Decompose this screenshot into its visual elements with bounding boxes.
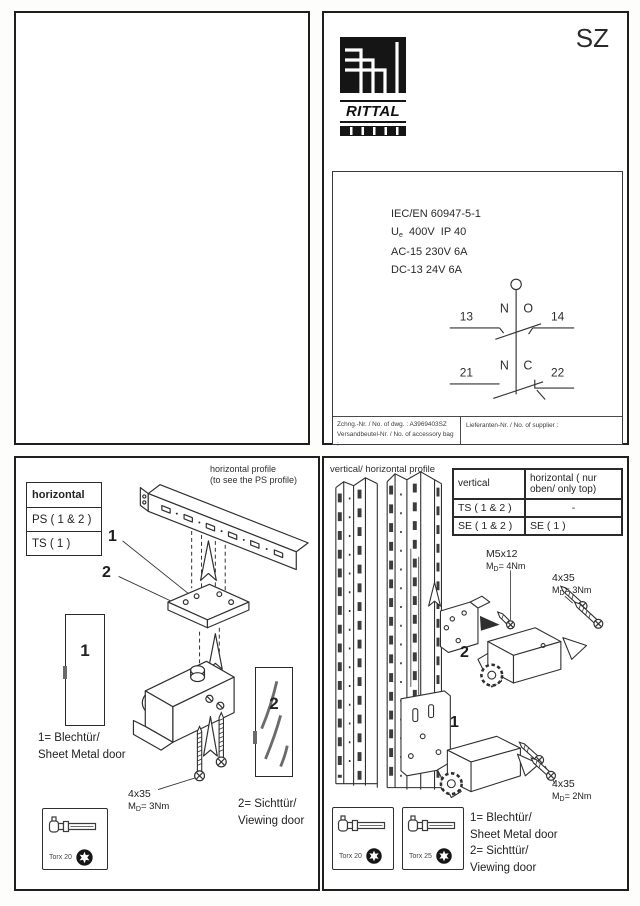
screw-spec-label: 4x35 $M_D= 3Nm$: [128, 788, 170, 813]
table-row: TS ( 1 ): [27, 531, 101, 555]
rittal-logo: [340, 37, 406, 136]
svg-text:O: O: [523, 301, 534, 316]
torx-tool-box: [402, 807, 464, 870]
dc-rating: DC-13 24V 6A: [391, 263, 462, 276]
table-cell: SE ( 1 & 2 ): [453, 517, 525, 535]
switch-knob-icon: [481, 665, 502, 686]
rittal-logo-icon: [340, 37, 406, 93]
arrow-up-left-icon: [563, 638, 587, 660]
door-type-table: [26, 482, 102, 556]
torx-tool-box: [42, 808, 108, 870]
torx-tool-box: [332, 807, 394, 870]
title-block: [333, 416, 622, 448]
drawing-number-cell: Zchng.-Nr. / No. of dwg. : A3969403SZ Versandbeutel-Nr. / No. of accessory bag : -: [333, 417, 461, 444]
blank-panel: [14, 11, 310, 445]
torx-star-icon: [75, 848, 94, 867]
svg-text:13: 13: [459, 309, 473, 324]
title-panel: [322, 11, 629, 448]
torx-star-icon: [365, 847, 383, 865]
vertical-mounting-panel: [322, 456, 629, 891]
ac-rating: AC-15 230V 6A: [391, 246, 468, 258]
table-cell: -: [525, 499, 622, 517]
switch-knob-icon: [441, 773, 462, 794]
svg-text:14: 14: [550, 309, 565, 324]
col-header-vertical: vertical: [453, 469, 525, 499]
profile-caption: vertical/ horizontal profile: [330, 464, 436, 475]
callout-1: 1: [108, 528, 117, 545]
svg-text:22: 22: [550, 365, 565, 380]
ratchet-icon: [47, 815, 99, 837]
bottom-screw-label: 4x35 $M_D= 2Nm$: [552, 778, 592, 803]
standard-text: IEC/EN 60947-5-1: [391, 208, 481, 220]
torx-size-label: Torx 20: [339, 852, 362, 860]
arrow-right-icon: [480, 616, 500, 631]
callout-2: 2: [460, 644, 469, 661]
callout-1: 1: [450, 714, 459, 731]
svg-text:C: C: [523, 358, 533, 373]
ue-rating: $U_e$ 400V IP 40: [391, 225, 467, 239]
sheet-metal-door-icon: 1: [65, 614, 105, 726]
table-row: PS ( 1 & 2 ): [27, 507, 101, 531]
torx-star-icon: [435, 847, 453, 865]
horizontal-mounting-panel: [14, 456, 320, 891]
callout-2: 2: [102, 564, 111, 581]
barcode-bar: [340, 126, 406, 136]
table-cell: SE ( 1 ): [525, 517, 622, 535]
m5-screw-label: M5x12 $M_D= 4Nm$: [486, 548, 526, 573]
electrical-ratings: [391, 206, 481, 279]
table-cell: TS ( 1 & 2 ): [453, 499, 525, 517]
svg-text:N: N: [499, 301, 509, 316]
door1-legend: 1= Blechtür/ Sheet Metal door: [38, 732, 126, 761]
torx-size-label: Torx 25: [409, 852, 432, 860]
torx-size-label: Torx 20: [49, 854, 72, 861]
viewing-door-icon: 2: [255, 667, 293, 777]
svg-text:N: N: [499, 358, 509, 373]
arrow-up-icon: [201, 541, 217, 580]
glass-hatch: [256, 668, 292, 772]
ratchet-icon: [337, 814, 387, 836]
ratchet-icon: [407, 814, 457, 836]
col-header-horizontal: horizontal ( nur oben/ only top): [525, 469, 622, 499]
svg-text:21: 21: [459, 365, 473, 380]
door2-legend: 2= Sichttür/ Viewing door: [238, 798, 305, 827]
profile-caption: horizontal profile (to see the PS profile): [210, 464, 298, 485]
supplier-cell: Lieferanten-Nr. / No. of supplier :: [466, 422, 559, 429]
product-code: SZ: [575, 23, 609, 53]
table-header: horizontal: [32, 489, 85, 501]
ratings-box: [332, 171, 623, 448]
door-legend: 1= Blechtür/ Sheet Metal door 2= Sichttür/ Viewing door: [470, 812, 558, 874]
brand-name: RITTAL: [340, 100, 406, 123]
top-screw-label: 4x35 $M_D= 3Nm$: [552, 572, 592, 597]
door-type-table: [452, 468, 623, 536]
contact-diagram: [433, 274, 593, 414]
